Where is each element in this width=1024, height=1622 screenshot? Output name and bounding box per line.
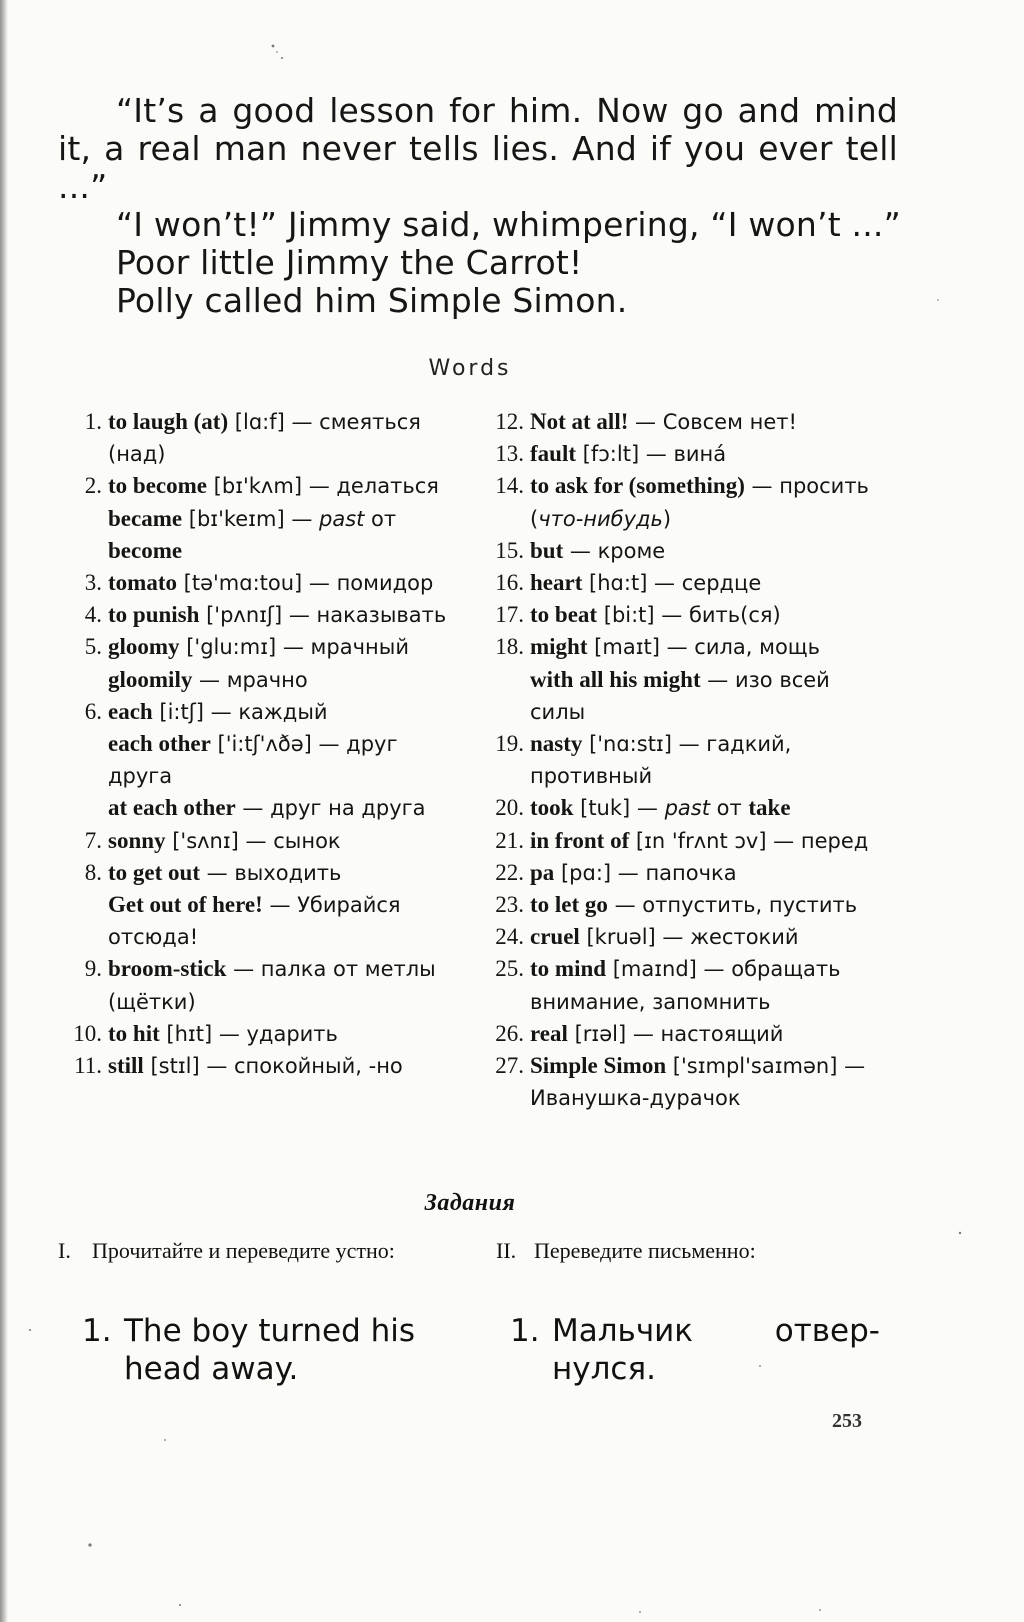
- entry-body: [530, 792, 886, 824]
- entry-translation: ['nɑ:stɪ] — гадкий, противный: [530, 732, 792, 789]
- vocabulary-entry: [66, 1018, 454, 1050]
- story-line: Polly called him Simple Simon.: [116, 281, 628, 320]
- vocabulary-entry: [66, 599, 454, 631]
- entry-term: pa: [530, 859, 555, 885]
- entry-body: [530, 406, 886, 438]
- words-heading: Words: [428, 356, 512, 381]
- entry-number: 22.: [495, 859, 524, 885]
- entry-translation: [bɪ'kʌm] — делаться: [207, 474, 439, 499]
- entry-term: in front of: [530, 827, 630, 853]
- vocabulary-entry: [488, 1018, 886, 1050]
- entry-body: [108, 1050, 454, 1082]
- entry-connector: ): [662, 506, 672, 531]
- entry-body: [108, 1018, 454, 1050]
- entry-translation: [tə'mɑ:tou] — помидор: [176, 571, 434, 596]
- entry-translation: [i:tʃ] — каждый: [152, 699, 328, 724]
- entry-number: 8.: [84, 859, 102, 885]
- task-number: I.: [58, 1238, 71, 1263]
- entry-number: 4.: [84, 602, 102, 628]
- entry-number: 18.: [495, 634, 524, 660]
- example-line: The boy turned his: [124, 1313, 416, 1349]
- vocabulary-entry: [66, 664, 454, 696]
- entry-term: to become: [108, 473, 207, 499]
- vocabulary-entry: [488, 664, 886, 728]
- entry-translation: ['sɪmpl'saɪmən] — Иванушка-дурачок: [530, 1054, 866, 1111]
- story-line: “I won’t!” Jimmy said, whimpering, “I won’t ...”: [116, 205, 901, 244]
- entry-body: [108, 406, 454, 470]
- entry-translation: [ɪn 'frʌnt ɔv] — перед: [629, 828, 869, 853]
- entry-number: 25.: [495, 956, 524, 982]
- vocabulary-entry: [488, 1050, 886, 1114]
- entry-term: to hit: [108, 1020, 160, 1046]
- entry-translation: ['glu:mɪ] — мрачный: [179, 635, 409, 660]
- entry-term: gloomily: [108, 666, 193, 692]
- entry-term: to let go: [530, 892, 608, 918]
- vocabulary-entry: [66, 825, 454, 857]
- entry-body: [530, 535, 886, 567]
- vocabulary-entry: [488, 470, 886, 534]
- vocabulary-entry: [66, 696, 454, 728]
- vocabulary-entry: [488, 792, 886, 824]
- entry-translation: — выходить: [199, 860, 342, 885]
- entry-translation: [bɪ'keɪm] —: [182, 506, 319, 531]
- entry-translation: [tuk] —: [573, 796, 665, 821]
- entry-body: [530, 470, 886, 534]
- entry-term: cruel: [530, 924, 580, 950]
- entry-body: [530, 567, 886, 599]
- entry-note: past: [319, 506, 365, 531]
- entry-number: 9.: [84, 956, 102, 982]
- example-word: Мальчик: [552, 1313, 694, 1349]
- story-line: Poor little Jimmy the Carrot!: [116, 243, 583, 282]
- entry-translation: — Совсем нет!: [628, 410, 797, 434]
- example-number: 1.: [510, 1313, 540, 1349]
- entry-number: 6.: [84, 698, 102, 724]
- entry-body: [108, 599, 454, 631]
- vocabulary-entry: [66, 889, 454, 953]
- vocabulary-entry: [66, 406, 454, 470]
- entry-number: 19.: [495, 731, 524, 757]
- entry-term: each: [108, 698, 153, 724]
- entry-number: 14.: [495, 473, 524, 499]
- story-paragraph: “It’s a good lesson for him. Now go and mind it, a real man never tells lies. And if you ever tell ...”: [58, 91, 898, 206]
- entry-number: 24.: [495, 924, 524, 950]
- entry-translation: ['pʌnɪʃ] — наказывать: [199, 603, 447, 628]
- entry-number: 3.: [84, 570, 102, 596]
- entry-connector: от: [709, 796, 749, 821]
- entry-number: 27.: [495, 1053, 524, 1079]
- entry-term: at each other: [108, 795, 236, 821]
- entry-number: 13.: [495, 441, 524, 467]
- vocabulary-column-right: [488, 406, 886, 1114]
- entry-term: nasty: [530, 731, 583, 757]
- entry-body: [108, 857, 454, 889]
- entry-body: [530, 921, 886, 953]
- example-line: head away.: [124, 1351, 299, 1387]
- entry-term: to punish: [108, 602, 200, 628]
- entry-body: [530, 825, 886, 857]
- entry-translation: — отпустить, пустить: [607, 893, 858, 918]
- vocabulary-entry: [488, 567, 886, 599]
- vocabulary-entry: [66, 503, 454, 567]
- entry-term: still: [108, 1053, 144, 1079]
- entry-body: [530, 599, 886, 631]
- entry-term: to laugh (at): [108, 409, 229, 434]
- entry-body: [108, 631, 454, 663]
- vocabulary-entry: [488, 535, 886, 567]
- entry-note: past: [664, 796, 710, 821]
- entry-base-term: take: [748, 795, 791, 821]
- entry-body: [108, 664, 454, 696]
- example-line: нулся.: [552, 1351, 656, 1387]
- vocabulary-entry: [488, 406, 886, 438]
- entry-body: [530, 631, 886, 663]
- page-binding-edge: [0, 0, 8, 1622]
- entry-term: fault: [530, 441, 576, 467]
- task-instruction: Прочитайте и переведите устно:: [92, 1238, 395, 1263]
- vocabulary-column-left: [66, 406, 454, 1082]
- entry-term: tomato: [108, 570, 177, 596]
- entry-number: 20.: [495, 795, 524, 821]
- entry-body: [108, 953, 454, 1017]
- entry-body: [530, 857, 886, 889]
- entry-term: sonny: [108, 827, 166, 853]
- vocabulary-entry: [488, 857, 886, 889]
- vocabulary-entry: [488, 825, 886, 857]
- entry-body: [530, 1050, 886, 1114]
- page-number: 253: [832, 1410, 862, 1432]
- vocabulary-entry: [488, 953, 886, 1017]
- task-number: II.: [496, 1238, 517, 1263]
- entry-translation: [rɪəl] — настоящий: [567, 1021, 784, 1046]
- task-instruction: Переведите письменно:: [534, 1238, 756, 1263]
- entry-term: Not at all!: [530, 409, 629, 434]
- vocabulary-entry: [66, 857, 454, 889]
- vocabulary-entry: [66, 1050, 454, 1082]
- vocabulary-entry: [66, 728, 454, 792]
- task-written-translation: [496, 1236, 896, 1266]
- entry-body: [108, 503, 454, 567]
- entry-term: to mind: [530, 956, 607, 982]
- vocabulary-entry: [488, 889, 886, 921]
- entry-number: 10.: [73, 1020, 102, 1046]
- entry-number: 16.: [495, 570, 524, 596]
- entry-body: [530, 728, 886, 792]
- entry-body: [108, 889, 454, 953]
- entry-number: 15.: [495, 537, 524, 563]
- vocabulary-entry: [488, 438, 886, 470]
- entry-term: Get out of here!: [108, 892, 263, 918]
- entry-translation: [maɪnd] — обращать внимание, запомнить: [530, 957, 841, 1014]
- entry-body: [108, 728, 454, 792]
- vocabulary-entry: [488, 921, 886, 953]
- entry-number: 26.: [495, 1020, 524, 1046]
- entry-term: to ask for (something): [530, 473, 745, 499]
- example-word: отвер-: [774, 1313, 880, 1349]
- entry-translation: — просить (: [530, 474, 869, 531]
- vocabulary-entry: [66, 567, 454, 599]
- entry-translation: — изо всей силы: [530, 667, 830, 724]
- entry-translation: — мрачно: [192, 667, 308, 692]
- entry-body: [530, 953, 886, 1017]
- entry-translation: [stɪl] — спокойный, -но: [143, 1054, 403, 1079]
- entry-base-term: become: [108, 537, 183, 563]
- entry-connector: от: [364, 506, 397, 531]
- example-sentence-russian: [510, 1312, 880, 1388]
- entry-body: [108, 696, 454, 728]
- entry-number: 1.: [84, 409, 102, 434]
- entry-body: [108, 567, 454, 599]
- entry-translation: — кроме: [563, 538, 666, 563]
- entry-translation: [kruəl] — жестокий: [579, 925, 799, 950]
- entry-term: to get out: [108, 859, 200, 885]
- entry-body: [530, 664, 886, 728]
- entry-term: took: [530, 795, 574, 821]
- entry-term: to beat: [530, 602, 598, 628]
- example-number: 1.: [82, 1313, 112, 1349]
- entry-term: with all his might: [530, 666, 701, 692]
- entry-term: became: [108, 505, 183, 531]
- entry-body: [530, 438, 886, 470]
- entry-translation: ['sʌnɪ] — сынок: [165, 828, 341, 853]
- vocabulary-entry: [66, 470, 454, 502]
- vocabulary-entry: [488, 631, 886, 663]
- entry-translation: [maɪt] — сила, мощь: [587, 635, 820, 660]
- entry-translation: [hɑ:t] — сердце: [582, 571, 762, 596]
- entry-term: Simple Simon: [530, 1053, 667, 1079]
- entry-note: что-нибудь: [538, 506, 663, 531]
- vocabulary-entry: [66, 792, 454, 824]
- entry-translation: — палка от метлы (щётки): [108, 957, 436, 1014]
- entry-translation: [lɑ:f] — смеяться (над): [108, 410, 421, 467]
- entry-term: broom-stick: [108, 956, 227, 982]
- entry-translation: [fɔ:lt] — вина́: [576, 442, 727, 467]
- entry-number: 5.: [84, 634, 102, 660]
- entry-number: 11.: [74, 1053, 102, 1079]
- entry-body: [108, 825, 454, 857]
- entry-body: [108, 470, 454, 502]
- entry-term: gloomy: [108, 634, 180, 660]
- entry-term: heart: [530, 570, 583, 596]
- entry-term: each other: [108, 731, 211, 757]
- vocabulary-entry: [66, 631, 454, 663]
- vocabulary-entry: [488, 728, 886, 792]
- entry-number: 7.: [84, 827, 102, 853]
- entry-translation: [pɑ:] — папочка: [554, 860, 737, 885]
- entry-term: real: [530, 1020, 568, 1046]
- entry-body: [108, 792, 454, 824]
- entry-body: [530, 889, 886, 921]
- entry-number: 17.: [495, 602, 524, 628]
- story-text: [58, 91, 901, 320]
- task-oral-translation: [58, 1236, 448, 1266]
- vocabulary-entry: [66, 953, 454, 1017]
- vocabulary-entry: [488, 599, 886, 631]
- entry-translation: — Убирайся отсюда!: [108, 893, 401, 950]
- entry-translation: [bi:t] — бить(ся): [597, 603, 781, 628]
- entry-body: [530, 1018, 886, 1050]
- entry-translation: [hɪt] — ударить: [159, 1021, 338, 1046]
- entry-translation: — друг на друга: [235, 796, 426, 821]
- entry-number: 23.: [495, 892, 524, 918]
- entry-translation: ['i:tʃ'ʌðə] — друг друга: [108, 732, 398, 789]
- entry-term: might: [530, 634, 588, 660]
- entry-number: 2.: [84, 473, 102, 499]
- tasks-heading: Задания: [424, 1190, 516, 1216]
- entry-number: 21.: [495, 827, 524, 853]
- entry-number: 12.: [495, 409, 524, 434]
- example-sentence-english: [82, 1312, 452, 1388]
- entry-term: but: [530, 537, 564, 563]
